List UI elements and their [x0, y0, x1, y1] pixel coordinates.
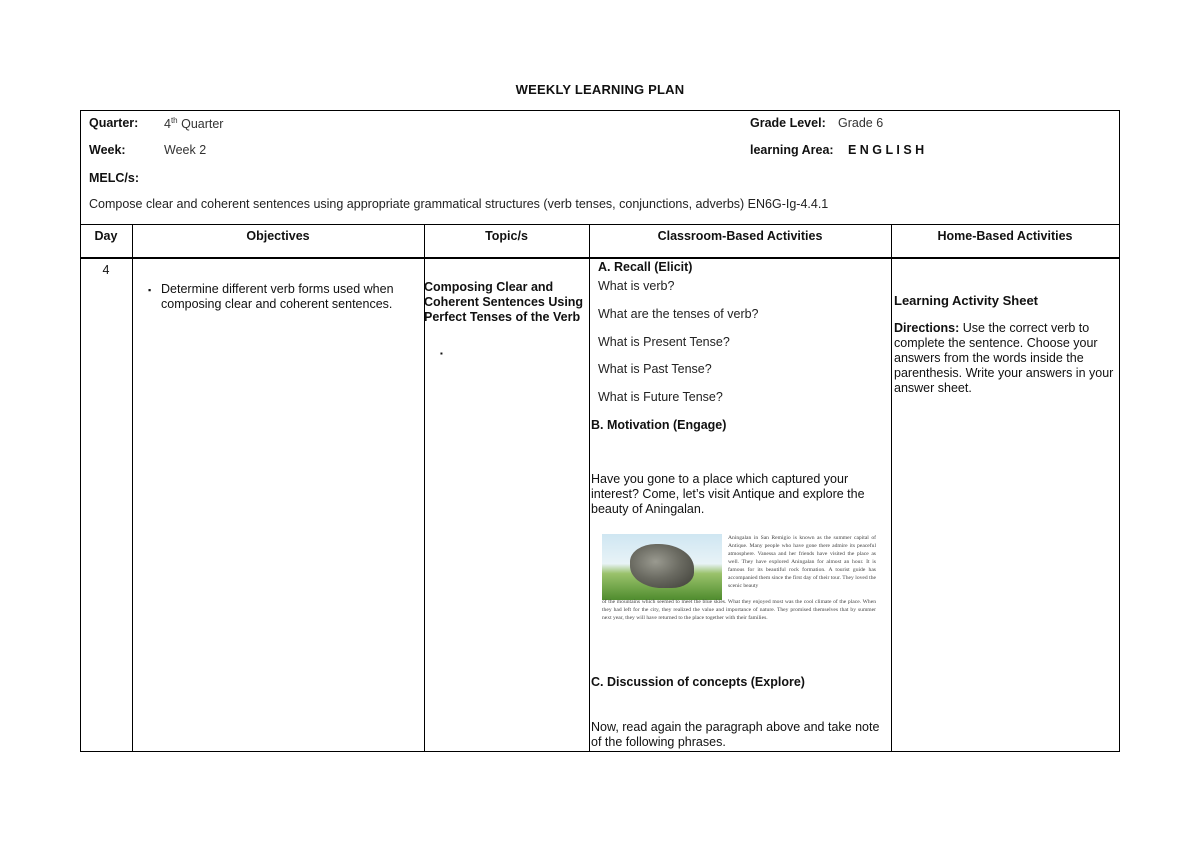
col-border	[1119, 224, 1120, 752]
grade-level-value: Grade 6	[838, 116, 884, 130]
topic-bullet: ▪	[440, 349, 443, 358]
topic-text: Composing Clear and Coherent Sentences Using Perfect Tenses of the Verb	[424, 280, 584, 324]
recall-question: What are the tenses of verb?	[598, 307, 759, 321]
week-label: Week:	[89, 143, 126, 157]
column-header-topics: Topic/s	[485, 229, 528, 243]
excerpt-paragraph-right: Aningalan in San Remigio is known as the summer capital of Antique. Many people who have gone there admire its peaceful atmosphere. Vanessa and her friends have visited the place as well. They have explored Aningalan for almost an hour. It is famous for its beautiful rock formation. A tourist guide has accompanied them since the first day of their tour. They loved the scenic beauty	[728, 535, 876, 589]
week-value: Week 2	[164, 143, 207, 157]
column-header-classroom: Classroom-Based Activities	[657, 229, 823, 243]
day-number: 4	[102, 263, 110, 277]
col-border	[132, 224, 133, 752]
quarter-label: Quarter:	[89, 116, 139, 130]
motivation-text: Have you gone to a place which captured your interest? Come, let’s visit Antique and explore the beauty of Aningalan.	[591, 472, 865, 516]
page-title: WEEKLY LEARNING PLAN	[515, 82, 685, 97]
learning-area-label: learning Area:	[750, 143, 834, 157]
table-bottom-border	[80, 751, 1120, 752]
quarter-value: 4th Quarter	[164, 116, 224, 132]
objective-bullet: ▪	[148, 285, 152, 295]
melc-text: Compose clear and coherent sentences using appropriate grammatical structures (verb tenses, conjunctions, adverbs) EN6G-Ig-4.4.1	[89, 197, 829, 211]
recall-question: What is Present Tense?	[598, 335, 730, 349]
motivation-heading: B. Motivation (Engage)	[591, 418, 727, 432]
column-header-home: Home-Based Activities	[937, 229, 1073, 243]
home-activity-directions: Directions: Use the correct verb to complete the sentence. Choose your answers from the words inside the parenthesis. Write your answers in your answer sheet.	[894, 321, 1114, 395]
grade-level-label: Grade Level:	[750, 116, 826, 130]
recall-question: What is Past Tense?	[598, 362, 712, 376]
column-header-objectives: Objectives	[246, 229, 310, 243]
col-border	[80, 224, 81, 752]
home-activity-heading: Learning Activity Sheet	[894, 293, 1038, 308]
rock-formation-image	[630, 544, 694, 588]
recall-heading: A. Recall (Elicit)	[598, 260, 693, 274]
objective-text: Determine different verb forms used when composing clear and coherent sentences.	[161, 282, 394, 311]
recall-question: What is Future Tense?	[598, 390, 723, 404]
learning-area-value: E N G L I S H	[848, 143, 925, 157]
aningalan-photo	[602, 534, 722, 600]
discussion-heading: C. Discussion of concepts (Explore)	[591, 675, 805, 689]
melc-label: MELC/s:	[89, 171, 139, 185]
column-header-day: Day	[94, 229, 118, 243]
excerpt-paragraph-bottom: of the mountains which seemed to meet the blue skies. What they enjoyed most was the cool climate of the place. When they had left for the city, they realized the value and importance of nature. They promised themselves that by summer next year, they will have returned to the place together with their families.	[602, 599, 876, 621]
recall-question: What is verb?	[598, 279, 675, 293]
discussion-text: Now, read again the paragraph above and take note of the following phrases.	[591, 720, 880, 749]
col-border	[891, 224, 892, 752]
